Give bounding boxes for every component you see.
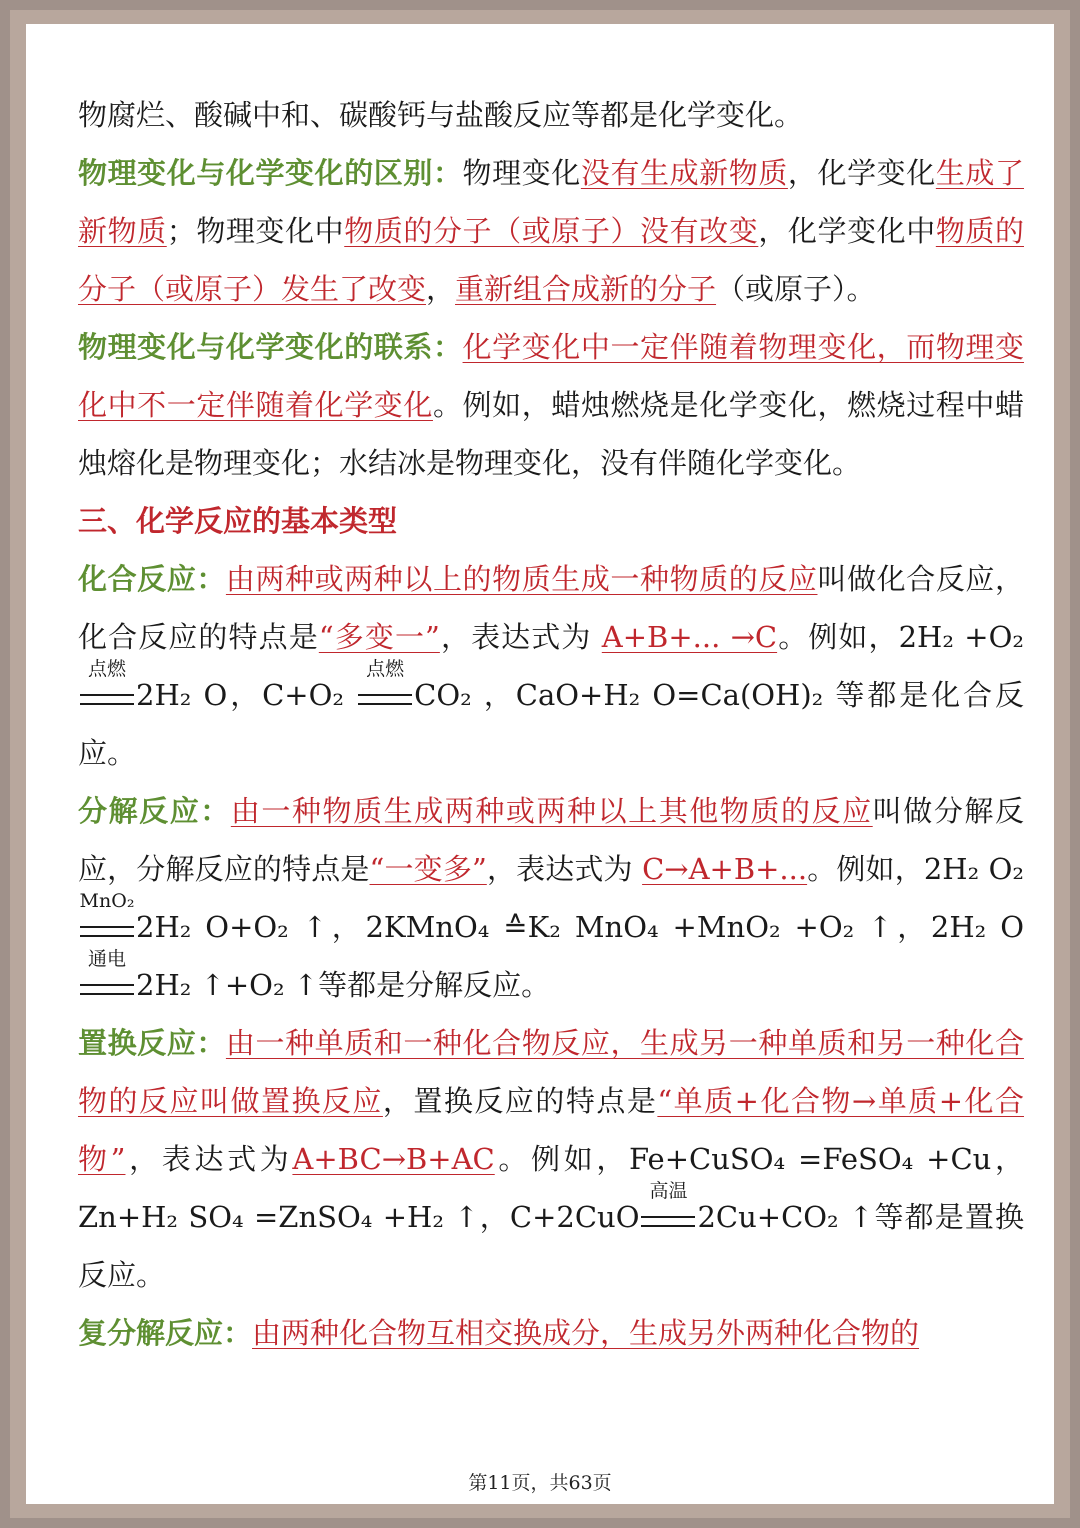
- paragraph-difference: [78, 144, 1024, 318]
- key-phrase: 没有生成新物质: [580, 156, 788, 190]
- condition-label: MnO₂: [79, 890, 135, 912]
- text: 叫做化合反应，化合反应的特点是: [78, 562, 1024, 654]
- paragraph-combination-reaction: [78, 550, 1024, 782]
- key-phrase: 由两种或两种以上的物质生成一种物质的反应: [225, 562, 818, 596]
- equals-sign: [80, 984, 134, 995]
- equals-sign: [80, 694, 134, 705]
- text: 2H₂ O，C+O₂: [136, 678, 357, 712]
- reaction-condition: [78, 948, 136, 1014]
- text: 。例如，2H₂ O₂: [807, 852, 1024, 886]
- key-phrase: 物质的分子（或原子）没有改变: [344, 214, 759, 248]
- label-decomposition: 分解反应：: [78, 794, 231, 828]
- key-phrase: 由两种化合物互相交换成分，生成另外两种化合物的: [252, 1316, 920, 1350]
- page-number: 第11页，共63页: [468, 1472, 612, 1494]
- reaction-condition: [356, 658, 414, 724]
- paragraph-double-decomposition: [78, 1304, 1024, 1362]
- text: 物腐烂、酸碱中和、碳酸钙与盐酸反应等都是化学变化。: [78, 98, 804, 132]
- document-body: [78, 86, 1024, 1362]
- label-displacement: 置换反应：: [78, 1026, 226, 1060]
- text: 。例如，Fe+CuSO₄ =FeSO₄ +Cu，Zn+H₂ SO₄ =ZnSO₄ +H₂ ↑，C+2CuO: [78, 1142, 1024, 1234]
- condition-label: 点燃: [87, 658, 126, 680]
- document-page: [26, 24, 1054, 1504]
- reaction-condition: [639, 1180, 697, 1246]
- text: ；物理变化中: [166, 214, 345, 248]
- text: 2Cu+CO₂ ↑等都是置换反应。: [78, 1200, 1024, 1292]
- text: 。例如，蜡烛燃烧是化学变化，燃烧过程中蜡烛熔化是物理变化；水结冰是物理变化，没有伴随化学变化。: [78, 388, 1024, 480]
- text: ，置换反应的特点是: [382, 1084, 658, 1118]
- paragraph-displacement-reaction: [78, 1014, 1024, 1304]
- text: ，化学变化: [787, 156, 936, 190]
- key-phrase: 由一种物质生成两种或两种以上其他物质的反应: [230, 794, 873, 828]
- condition-label: 点燃: [366, 658, 405, 680]
- key-phrase: 重新组合成新的分子: [455, 272, 717, 306]
- label-double-decomposition: 复分解反应：: [78, 1316, 253, 1350]
- text: ，化学变化中: [758, 214, 936, 248]
- key-phrase: 由一种单质和一种化合物反应，生成另一种单质和另一种化合物的反应叫做置换反应: [78, 1026, 1024, 1118]
- text: ，表达式为: [125, 1142, 293, 1176]
- text: 。例如，2H₂ +O₂: [777, 620, 1024, 654]
- key-phrase: 生成了新物质: [78, 156, 1024, 248]
- key-phrase: A+B+... →C: [601, 620, 778, 654]
- key-phrase: 物质的分子（或原子）发生了改变: [78, 214, 1024, 306]
- page-border: [10, 10, 1070, 1518]
- label-difference: 物理变化与化学变化的区别：: [78, 156, 463, 190]
- paragraph-connection: [78, 318, 1024, 492]
- equals-sign: [641, 1216, 695, 1227]
- equals-sign: [80, 926, 134, 937]
- key-phrase: “多变一”: [318, 620, 440, 654]
- text: CO₂ ，CaO+H₂ O=Ca(OH)₂ 等都是化合反应。: [78, 678, 1024, 770]
- text: （或原子）。: [716, 272, 876, 306]
- text: 物理变化: [462, 156, 581, 190]
- label-connection: 物理变化与化学变化的联系：: [78, 330, 463, 364]
- key-phrase: “单质+化合物→单质+化合物”: [78, 1084, 1024, 1176]
- text: ，: [426, 272, 456, 306]
- text: 2H₂ ↑+O₂ ↑等都是分解反应。: [136, 968, 551, 1002]
- reaction-condition: [78, 658, 136, 724]
- paragraph-decomposition-reaction: [78, 782, 1024, 1014]
- key-phrase: 化学变化中一定伴随着物理变化，而物理变化中不一定伴随着化学变化: [78, 330, 1024, 422]
- text: 叫做分解反应，分解反应的特点是: [78, 794, 1024, 886]
- paragraph-chemical-change-examples: [78, 86, 1024, 144]
- condition-label: 通电: [87, 948, 126, 970]
- condition-label: 高温: [649, 1180, 688, 1202]
- text: 2H₂ O+O₂ ↑，2KMnO₄ ≙K₂ MnO₄ +MnO₂ +O₂ ↑，2H₂ O: [136, 910, 1024, 944]
- text: ，表达式为: [439, 620, 602, 654]
- key-phrase: “一变多”: [369, 852, 487, 886]
- section-heading: 三、化学反应的基本类型: [78, 504, 398, 538]
- key-phrase: C→A+B+...: [642, 852, 808, 886]
- key-phrase: A+BC→B+AC: [292, 1142, 495, 1176]
- label-combination: 化合反应：: [78, 562, 226, 596]
- text: ，表达式为: [486, 852, 643, 886]
- equals-sign: [358, 694, 412, 705]
